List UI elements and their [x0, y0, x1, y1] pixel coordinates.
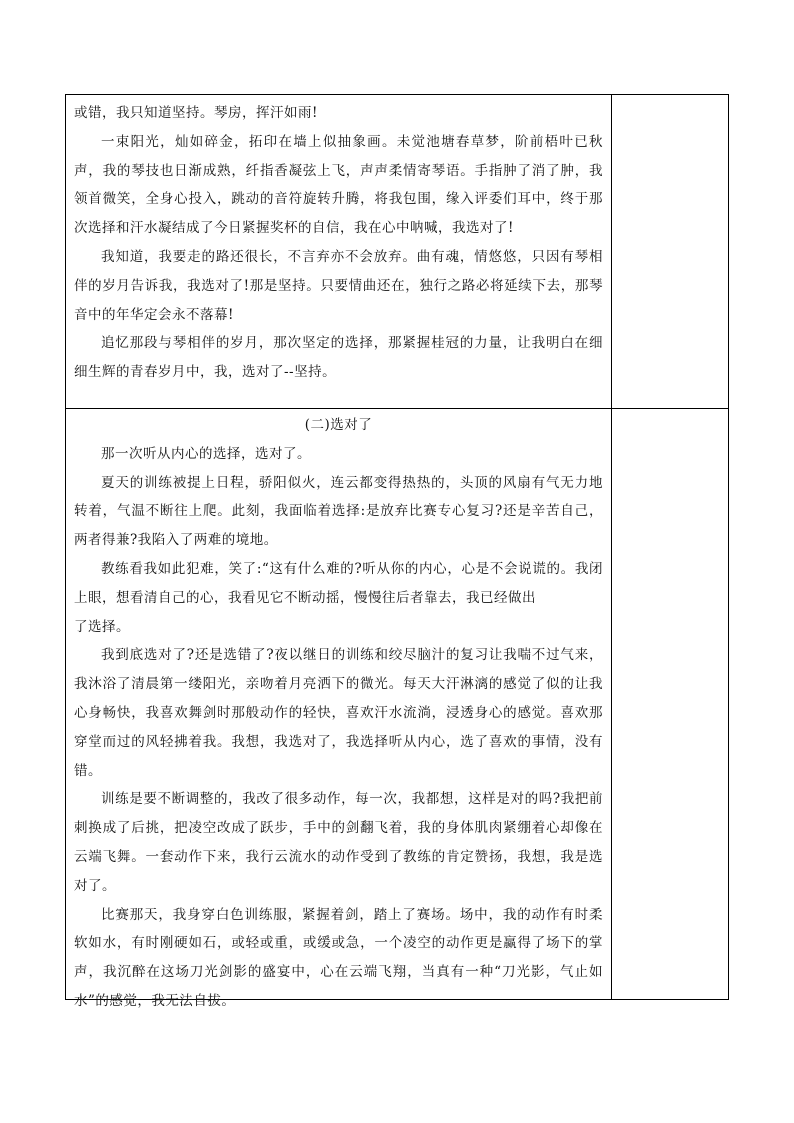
essay-title: (二)选对了: [304, 417, 373, 433]
paragraph: 我到底选对了?还是选错了?夜以继日的训练和绞尽脑汁的复习让我喘不过气来，我沐浴了清晨第一缕阳光，亲吻着月亮洒下的微光。每天大汗淋漓的感觉了似的让我心身畅快，我喜欢舞剑时那般动作的轻快，喜欢汗水流淌，浸透身心的感觉。喜欢那穿堂而过的风轻拂着我。我想，我选对了，我选择听从内心，选了喜欢的事情，没有错。: [74, 647, 603, 779]
notes-column: [612, 95, 729, 999]
paragraph: 训练是要不断调整的，我改了很多动作，每一次，我都想，这样是对的吗?我把前刺换成了后挑，把凌空改成了跃步，手中的剑翻飞着，我的身体肌肉紧绷着心却像在云端飞舞。一套动作下来，我行云流水的动作受到了教练的肯定赞扬，我想，我是选对了。: [74, 791, 603, 894]
paragraph: 夏天的训练被提上日程，骄阳似火，连云都变得热热的，头顶的风扇有气无力地转着，气温不断往上爬。此刻，我面临着选择:是放弃比赛专心复习?还是辛苦自己，两者得兼?我陷入了两难的境地。: [74, 474, 603, 549]
essay-cell-1: [66, 99, 611, 387]
paragraph: 那一次听从内心的选择，选对了。: [101, 445, 311, 462]
paragraph: 比赛那天，我身穿白色训练服，紧握着剑，踏上了赛场。场中，我的动作有时柔软如水，有时刚硬如石，或轻或重，或缓或急，一个凌空的动作更是赢得了场下的掌声，我沉醉在这场刀光剑影的盛宴中，心在云端飞翔，当真有一种“刀光影，气止如水”的感觉，我无法自拔。: [74, 906, 603, 1009]
paragraph: 追忆那段与琴相伴的岁月，那次坚定的选择，那紧握桂冠的力量，让我明白在细细生辉的青春岁月中，我，选对了--坚持。: [74, 335, 603, 381]
paragraph: 一束阳光，灿如碎金，拓印在墙上似抽象画。未觉池塘春草梦，阶前梧叶已秋声，我的琴技也日渐成熟，纤指香凝弦上飞，声声柔情寄琴语。手指肿了消了肿，我领首微笑，全身心投入，跳动的音符旋转升腾，将我包围，缘入评委们耳中，终于那次选择和汗水凝结成了今日紧握奖杯的自信，我在心中呐喊，我选对了!: [74, 133, 603, 237]
essay-table: [65, 94, 729, 1009]
paragraph: 或错，我只知道坚持。琴房，挥汗如雨!: [74, 105, 318, 121]
essay-cell-2: [66, 411, 611, 1016]
paragraph: 了选择。: [74, 618, 130, 635]
paragraph: 教练看我如此犯难，笑了:“这有什么难的?听从你的内心，心是不会说谎的。我闭上眼，想看清自己的心，我看见它不断动摇，慢慢往后者靠去，我已经做出: [74, 560, 603, 606]
paragraph: 我知道，我要走的路还很长，不言弃亦不会放弃。曲有魂，情悠悠，只因有琴相伴的岁月告诉我，我选对了!那是坚持。只要情曲还在，独行之路必将延续下去，那琴音中的年华定会永不落幕!: [74, 248, 603, 323]
